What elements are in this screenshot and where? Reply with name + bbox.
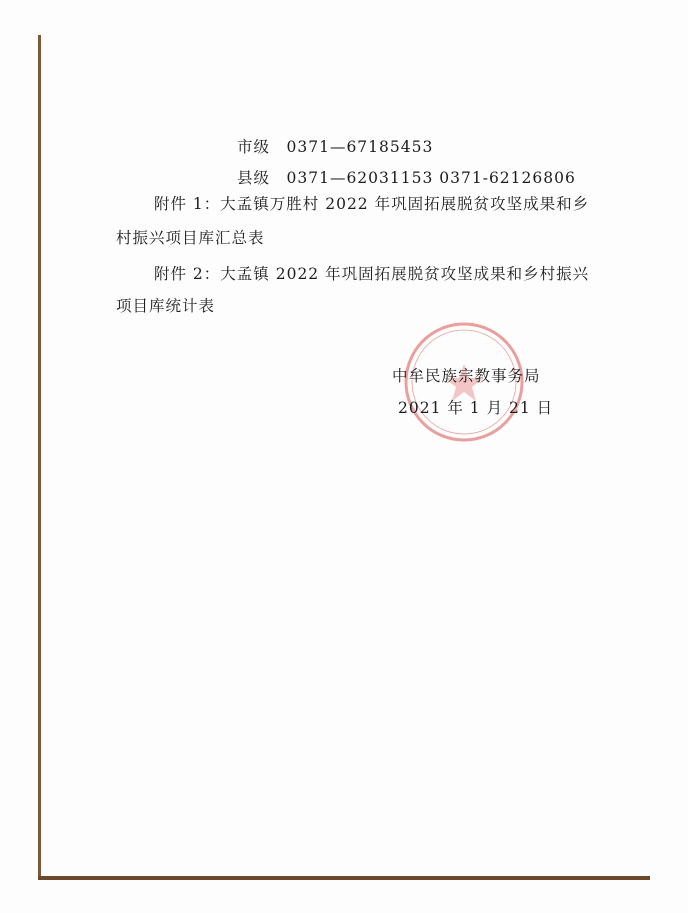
county-contact: 县级 0371—62031153 0371-62126806 — [237, 169, 576, 187]
scan-edge-bottom — [38, 876, 650, 880]
attachment-1-line2: 村振兴项目库汇总表 — [116, 229, 265, 247]
attachment-2-line1: 附件 2：大孟镇 2022 年巩固拓展脱贫攻坚成果和乡村振兴 — [154, 265, 590, 283]
signing-date: 2021 年 1 月 21 日 — [398, 399, 554, 417]
attachment-2-line2: 项目库统计表 — [116, 297, 216, 315]
attachment-1-line1: 附件 1：大孟镇万胜村 2022 年巩固拓展脱贫攻坚成果和乡 — [154, 195, 590, 213]
scan-edge-left — [38, 35, 41, 878]
signing-organization: 中牟民族宗教事务局 — [392, 367, 541, 385]
city-contact: 市级 0371—67185453 — [237, 138, 434, 156]
